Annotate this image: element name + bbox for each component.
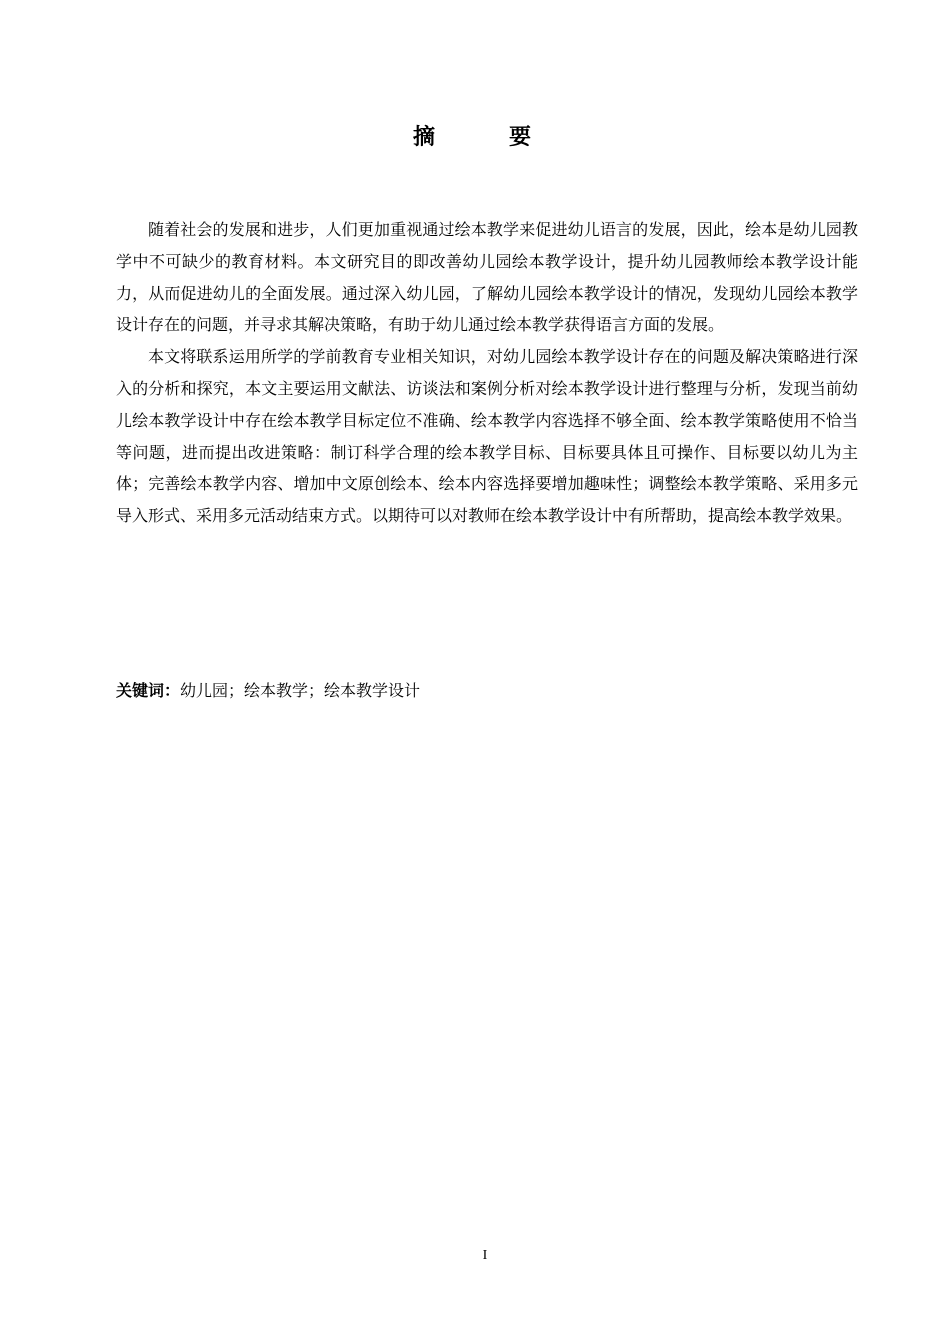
page-number: I	[482, 1248, 488, 1263]
keywords-text: 幼儿园；绘本教学；绘本教学设计	[180, 681, 421, 700]
abstract-paragraph-1: 随着社会的发展和进步，人们更加重视通过绘本教学来促进幼儿语言的发展，因此，绘本是幼儿园教学中不可缺少的教育材料。本文研究目的即改善幼儿园绘本教学设计，提升幼儿园教师绘本教学设计能力，从而促进幼儿的全面发展。通过深入幼儿园，了解幼儿园绘本教学设计的情况，发现幼儿园绘本教学设计存在的问题，并寻求其解决策略，有助于幼儿通过绘本教学获得语言方面的发展。	[116, 220, 858, 335]
abstract-paragraph-2: 本文将联系运用所学的学前教育专业相关知识，对幼儿园绘本教学设计存在的问题及解决策略进行深入的分析和探究，本文主要运用文献法、访谈法和案例分析对绘本教学设计进行整理与分析，发现当前幼儿绘本教学设计中存在绘本教学目标定位不准确、绘本教学内容选择不够全面、绘本教学策略使用不恰当等问题，进而提出改进策略：制订科学合理的绘本教学目标、目标要具体且可操作、目标要以幼儿为主体；完善绘本教学内容、增加中文原创绘本、绘本内容选择要增加趣味性；调整绘本教学策略、采用多元导入形式、采用多元活动结束方式。以期待可以对教师在绘本教学设计中有所帮助，提高绘本教学效果。	[116, 347, 858, 526]
keywords-line	[116, 676, 858, 706]
page-title: 摘 要	[412, 125, 557, 150]
abstract-body	[116, 214, 858, 532]
keywords-label: 关键词：	[116, 681, 181, 700]
